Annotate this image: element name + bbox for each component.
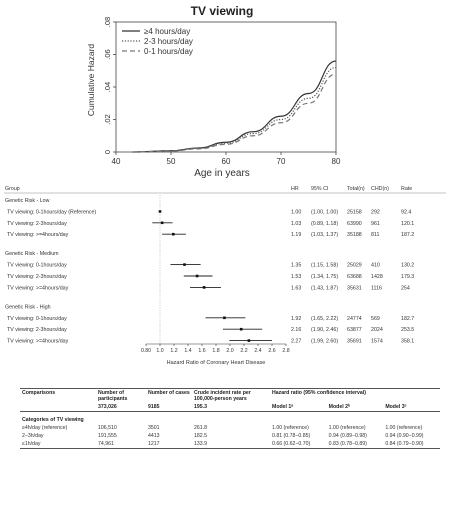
forest-group-label: Genetic Risk - Medium bbox=[5, 251, 59, 258]
forest-hr: 2.27 bbox=[291, 338, 302, 345]
forest-total: 35691 bbox=[347, 338, 362, 345]
forest-point bbox=[223, 317, 226, 320]
model-1-header: Model 1ᵃ bbox=[272, 404, 294, 410]
x-tick-label: 50 bbox=[166, 157, 176, 166]
forest-row-label: TV viewing: >=4hours/day bbox=[7, 232, 69, 239]
forest-ci: (1.03, 1.37) bbox=[311, 232, 339, 239]
forest-x-axis-label: Hazard Ratio of Coronary Heart Disease bbox=[166, 360, 266, 366]
forest-x-tick-label: 2.2 bbox=[240, 348, 248, 354]
col-cases: Number of cases bbox=[148, 390, 190, 396]
cumulative-hazard-chart bbox=[0, 0, 454, 182]
table-cell: ≥4h/day (reference) bbox=[22, 425, 68, 431]
table-cell: 106,510 bbox=[98, 425, 117, 431]
table-cell: ≤1h/day bbox=[22, 441, 41, 447]
table-cell: 2−3h/day bbox=[22, 433, 44, 439]
y-tick-label: 0 bbox=[103, 149, 112, 155]
forest-rate: 358.1 bbox=[401, 338, 415, 345]
series-line bbox=[133, 61, 337, 152]
forest-x-tick-label: 1.4 bbox=[184, 348, 192, 354]
col-comparisons: Comparisons bbox=[22, 390, 56, 396]
forest-hr: 1.19 bbox=[291, 232, 302, 239]
chart-title: TV viewing bbox=[190, 4, 254, 18]
forest-ci: (1.15, 1.58) bbox=[311, 262, 339, 269]
forest-ci: (1.34, 1.75) bbox=[311, 274, 339, 280]
forest-ci: (1.65, 2.22) bbox=[311, 315, 339, 322]
forest-point bbox=[183, 263, 186, 266]
forest-total: 25029 bbox=[347, 262, 362, 269]
forest-hr: 1.63 bbox=[291, 285, 302, 292]
forest-hr: 1.03 bbox=[291, 220, 302, 227]
forest-x-tick-label: 1.0 bbox=[156, 348, 164, 354]
forest-point bbox=[196, 275, 199, 278]
forest-rate: 182.7 bbox=[401, 315, 415, 322]
table-cell: 0.84 (0.79−0.90) bbox=[385, 441, 424, 447]
forest-total: 35188 bbox=[347, 232, 362, 239]
forest-ci: (1.00, 1.00) bbox=[311, 209, 339, 216]
table-cell: 182.5 bbox=[194, 433, 207, 439]
forest-x-tick-label: 0.80 bbox=[140, 348, 152, 354]
forest-point bbox=[248, 339, 251, 342]
table-cell: 0.66 (0.62−0.70) bbox=[272, 441, 311, 447]
forest-plot bbox=[0, 180, 454, 385]
forest-point bbox=[172, 233, 175, 236]
forest-chd: 961 bbox=[371, 220, 380, 227]
forest-row-label: TV viewing: 2-3hours/day bbox=[7, 274, 67, 280]
forest-chd: 569 bbox=[371, 315, 380, 322]
forest-chd: 1116 bbox=[371, 285, 382, 292]
table-cell: 0.83 (0.78−0.89) bbox=[328, 441, 367, 447]
table-cell: 1.00 (reference) bbox=[385, 425, 423, 431]
forest-x-tick-label: 1.2 bbox=[170, 348, 178, 354]
y-tick-label: .06 bbox=[103, 49, 112, 60]
forest-chd: 410 bbox=[371, 262, 380, 269]
forest-chd: 811 bbox=[371, 232, 380, 239]
forest-ci: (1.99, 2.60) bbox=[311, 338, 339, 345]
total-crude-rate: 195.3 bbox=[194, 404, 207, 410]
table-cell: 1.00 (reference) bbox=[328, 425, 366, 431]
forest-total: 63990 bbox=[347, 220, 362, 227]
total-participants: 373,026 bbox=[98, 404, 117, 410]
forest-ci: (1.90, 2.46) bbox=[311, 327, 339, 334]
forest-total: 24774 bbox=[347, 315, 362, 322]
forest-rate: 253.5 bbox=[401, 327, 415, 334]
forest-header-ci: 95% CI bbox=[311, 186, 329, 192]
y-tick-label: .04 bbox=[103, 81, 112, 93]
table-cell: 3501 bbox=[148, 425, 160, 431]
totals-blank bbox=[20, 403, 96, 412]
forest-ci: (0.89, 1.18) bbox=[311, 220, 339, 227]
forest-row-label: TV viewing: >=4hours/day bbox=[7, 338, 69, 345]
section-tv-viewing: Categories of TV viewing bbox=[22, 417, 84, 423]
x-tick-label: 40 bbox=[111, 157, 121, 166]
table-cell: 0.94 (0.89−0.98) bbox=[328, 433, 367, 439]
forest-row-label: TV viewing: 0-1hours/day bbox=[7, 315, 67, 322]
forest-group-label: Genetic Risk - Low bbox=[5, 198, 50, 204]
table-row bbox=[20, 440, 440, 449]
forest-hr: 1.53 bbox=[291, 274, 302, 280]
forest-row-label: TV viewing: 2-3hours/day bbox=[7, 327, 67, 334]
forest-rate: 254 bbox=[401, 285, 410, 292]
x-tick-label: 70 bbox=[276, 157, 286, 166]
legend-label: ≥4 hours/day bbox=[144, 27, 191, 36]
forest-x-tick-label: 2.8 bbox=[282, 348, 290, 354]
table-row bbox=[20, 432, 440, 440]
forest-header-group: Group bbox=[5, 186, 20, 192]
x-axis-label: Age in years bbox=[194, 168, 250, 179]
forest-chd: 1574 bbox=[371, 338, 383, 345]
forest-total: 63688 bbox=[347, 274, 362, 280]
table-cell: 74,961 bbox=[98, 441, 114, 447]
forest-row-label: TV viewing: 2-3hours/day bbox=[7, 220, 67, 227]
series-line bbox=[133, 68, 337, 153]
y-tick-label: .02 bbox=[103, 114, 112, 125]
table-cell: 1.00 (reference) bbox=[272, 425, 309, 431]
forest-rate: 92.4 bbox=[401, 209, 412, 216]
forest-rate: 130.2 bbox=[401, 262, 415, 269]
y-axis-label: Cumulative Hazard bbox=[86, 43, 96, 117]
total-cases: 9185 bbox=[148, 404, 160, 410]
forest-chd: 292 bbox=[371, 209, 380, 216]
forest-header-total: Total(n) bbox=[347, 186, 365, 192]
forest-header-hr: HR bbox=[291, 186, 299, 192]
y-tick-label: .08 bbox=[103, 16, 112, 28]
table-cell: 133.9 bbox=[194, 441, 207, 447]
x-tick-label: 60 bbox=[221, 157, 231, 166]
forest-x-tick-label: 2.6 bbox=[268, 348, 276, 354]
model-3-header: Model 3ᶜ bbox=[385, 404, 407, 410]
forest-rate: 187.2 bbox=[401, 232, 415, 239]
forest-total: 35631 bbox=[347, 285, 362, 292]
legend-label: 2-3 hours/day bbox=[144, 37, 193, 46]
forest-point bbox=[203, 286, 206, 289]
forest-row-label: TV viewing: >=4hours/day bbox=[7, 285, 69, 292]
forest-rate: 179.3 bbox=[401, 274, 415, 280]
forest-hr: 1.00 bbox=[291, 209, 302, 216]
legend-label: 0-1 hours/day bbox=[144, 47, 193, 56]
table-cell: 4413 bbox=[148, 433, 160, 439]
model-2-header: Model 2ᵇ bbox=[328, 404, 350, 410]
forest-point bbox=[240, 328, 243, 331]
forest-total: 63877 bbox=[347, 327, 362, 334]
forest-hr: 1.35 bbox=[291, 262, 302, 269]
forest-point bbox=[161, 222, 164, 225]
table-row bbox=[20, 424, 440, 432]
col-hazard-ratio: Hazard ratio (95% confidence interval) bbox=[272, 390, 366, 396]
forest-header-chd: CHD(n) bbox=[371, 186, 389, 192]
forest-x-tick-label: 2.4 bbox=[254, 348, 262, 354]
forest-hr: 2.16 bbox=[291, 327, 302, 334]
col-crude-rate: Crude incident rate per 100,000-person years bbox=[194, 390, 251, 402]
forest-group-label: Genetic Risk - High bbox=[5, 304, 51, 311]
table-cell: 191,555 bbox=[98, 433, 117, 439]
table-cell: 0.94 (0.90−0.99) bbox=[385, 433, 424, 439]
hazard-ratio-table bbox=[20, 388, 440, 449]
forest-row-label: TV viewing: 0-1hours/day bbox=[7, 262, 67, 269]
forest-chd: 2024 bbox=[371, 327, 383, 334]
table-cell: 261.8 bbox=[194, 425, 207, 431]
forest-chd: 1428 bbox=[371, 274, 383, 280]
table-cell: 0.81 (0.78−0.85) bbox=[272, 433, 311, 439]
col-participants: Number of participants bbox=[98, 390, 128, 402]
forest-ci: (1.43, 1.87) bbox=[311, 285, 339, 292]
forest-x-tick-label: 1.8 bbox=[212, 348, 220, 354]
forest-hr: 1.92 bbox=[291, 315, 302, 322]
forest-rate: 120.1 bbox=[401, 220, 415, 227]
table-cell: 1217 bbox=[148, 441, 160, 447]
forest-header-rate: Rate bbox=[401, 186, 413, 192]
x-tick-label: 80 bbox=[331, 157, 341, 166]
forest-x-tick-label: 1.6 bbox=[198, 348, 206, 354]
forest-x-tick-label: 2.0 bbox=[226, 348, 234, 354]
forest-row-label: TV viewing: 0-1hours/day (Reference) bbox=[7, 209, 97, 216]
forest-total: 25158 bbox=[347, 209, 362, 216]
